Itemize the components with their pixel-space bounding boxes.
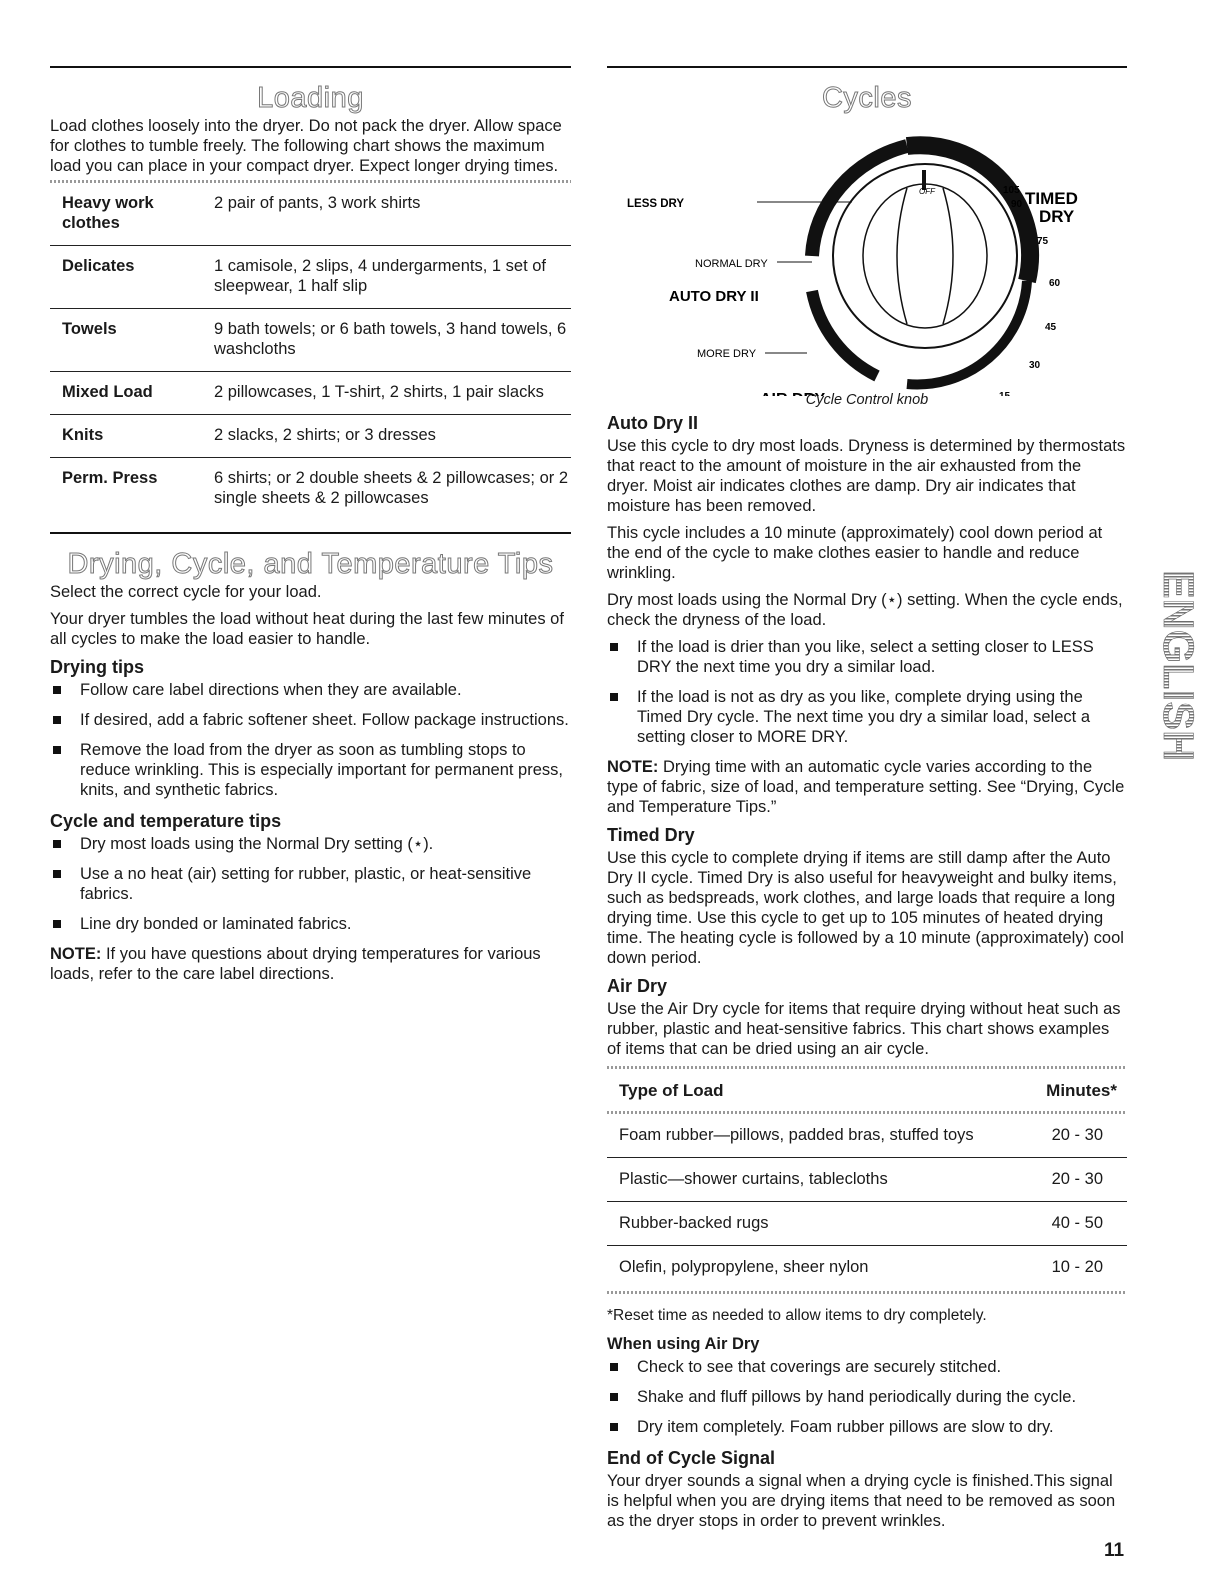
auto-dry-list (607, 637, 1127, 747)
tick-60: 60 (1049, 278, 1061, 289)
note-text: If you have questions about drying temperatures for various loads, refer to the care label directions. (50, 945, 541, 983)
tick-90: 90 (1011, 199, 1023, 210)
cycles-note (607, 757, 1127, 817)
list-item: Follow care label directions when they are available. (50, 680, 571, 700)
cycle-control-knob-diagram (607, 116, 1127, 396)
label-more-dry: MORE DRY (697, 348, 757, 360)
timed-dry-p: Use this cycle to complete drying if items are still damp after the Auto Dry II cycle. Timed Dry is also useful for heavyweight and bulky items, such as bedspreads, work clothes, and large loads that require a long drying time. Use this cycle to get up to 105 minutes of heated drying time. The heating cycle is followed by a 10 minute (approximately) cool down period. (607, 849, 1124, 967)
auto-dry-p3: Dry most loads using the Normal Dry (⋆) setting. When the cycle ends, check the dryness of the load. (607, 591, 1123, 629)
auto-dry-heading: Auto Dry II (607, 413, 699, 433)
language-side-tab (1152, 570, 1196, 870)
label-air-dry (760, 391, 826, 396)
tips-p1: Select the correct cycle for your load. (50, 583, 322, 601)
table-row (50, 246, 571, 309)
tick-45: 45 (1045, 322, 1057, 333)
table-row (50, 372, 571, 415)
row-label: Towels (50, 309, 202, 372)
list-item: Use a no heat (air) setting for rubber, plastic, or heat-sensitive fabrics. (50, 864, 571, 904)
tick-30: 30 (1029, 360, 1041, 371)
air-dry-table (607, 1069, 1127, 1291)
knob-caption: Cycle Control knob (805, 392, 929, 408)
row-value: 1 camisole, 2 slips, 4 undergarments, 1 set of sleepwear, 1 half slip (202, 246, 571, 309)
note-label: NOTE: (607, 758, 659, 776)
label-normal-dry: NORMAL DRY (695, 258, 768, 270)
loading-title: Loading (257, 82, 364, 114)
list-item: If the load is not as dry as you like, complete drying using the Timed Dry cycle. The next time you dry a similar load, select a setting closer to MORE DRY. (607, 687, 1127, 747)
list-item: If desired, add a fabric softener sheet. Follow package instructions. (50, 710, 571, 730)
row-value: 9 bath towels; or 6 bath towels, 3 hand towels, 6 washcloths (202, 309, 571, 372)
knob-svg (607, 116, 1127, 396)
air-footnote: *Reset time as needed to allow items to dry completely. (607, 1307, 987, 1324)
table-row (607, 1158, 1127, 1202)
load-table (50, 183, 571, 532)
table-row (607, 1246, 1127, 1292)
tick-105: 105 (1003, 185, 1020, 196)
loading-intro: Load clothes loosely into the dryer. Do not pack the dryer. Allow space for clothes to tumble freely. The following chart shows the maximum load you can place in your compact dryer. Expect longer drying times. (50, 117, 562, 175)
label-auto-dry: AUTO DRY II (669, 288, 759, 305)
side-tab-svg (1152, 570, 1196, 870)
tick-15 (999, 391, 1011, 396)
tips-note (50, 944, 571, 984)
end-signal-heading: End of Cycle Signal (607, 1448, 776, 1468)
col-minutes-header: Minutes* (1046, 1081, 1117, 1100)
row-label: Mixed Load (50, 372, 202, 415)
auto-dry-p2: This cycle includes a 10 minute (approximately) cool down period at the end of the cycle to make clothes easier to handle and reduce wrinkling. (607, 524, 1103, 582)
table-row (50, 458, 571, 533)
right-column (607, 66, 1127, 1538)
cell-type: Foam rubber—pillows, padded bras, stuffed toys (607, 1114, 1022, 1158)
note-text: Drying time with an automatic cycle varies according to the type of fabric, size of load, and temperature setting. See “Drying, Cycle and Temperature Tips.” (607, 758, 1125, 816)
label-timed: TIMED (1025, 189, 1078, 208)
air-dry-heading: Air Dry (607, 976, 668, 996)
cycle-tips-list (50, 834, 571, 934)
label-off: OFF (919, 187, 935, 196)
section-rule (50, 532, 571, 534)
row-value: 6 shirts; or 2 double sheets & 2 pillowcases; or 2 single sheets & 2 pillowcases (214, 469, 569, 507)
label-less-dry: LESS DRY (627, 198, 685, 210)
section-rule (50, 66, 571, 68)
list-item: If the load is drier than you like, select a setting closer to LESS DRY the next time you dry a similar load. (607, 637, 1127, 677)
table-row (50, 309, 571, 372)
cycle-tips-heading: Cycle and temperature tips (50, 811, 282, 831)
cell-minutes: 20 - 30 (1022, 1158, 1127, 1202)
table-header-row (607, 1069, 1127, 1111)
list-item: Shake and fluff pillows by hand periodically during the cycle. (607, 1387, 1127, 1407)
cell-minutes: 40 - 50 (1022, 1202, 1127, 1246)
air-dry-p: Use the Air Dry cycle for items that require drying without heat such as rubber, plastic and heat-sensitive fabrics. This chart shows examples of items that can be dried using an air cycle. (607, 1000, 1121, 1058)
list-item: Dry most loads using the Normal Dry setting (⋆). (50, 834, 571, 854)
dotted-rule (607, 1291, 1127, 1294)
table-row (50, 183, 571, 246)
auto-dry-p1: Use this cycle to dry most loads. Dryness is determined by thermostats that react to the amount of moisture in the air exhausted from the dryer. Moist air indicates clothes are damp. Dry air indicates that moisture has been removed. (607, 437, 1126, 515)
table-row (607, 1114, 1127, 1158)
when-air-dry-heading: When using Air Dry (607, 1335, 760, 1353)
row-label: Knits (50, 415, 202, 458)
cell-type: Rubber-backed rugs (607, 1202, 1022, 1246)
list-item: Check to see that coverings are securely stitched. (607, 1357, 1127, 1377)
when-air-dry-list (607, 1357, 1127, 1437)
row-value: 2 pair of pants, 3 work shirts (202, 183, 571, 246)
side-tab-text: ENGLISH (1154, 570, 1196, 762)
cell-minutes: 10 - 20 (1051, 1258, 1103, 1276)
row-label: Perm. Press (62, 469, 158, 487)
list-item: Line dry bonded or laminated fabrics. (50, 914, 571, 934)
table-row (607, 1202, 1127, 1246)
list-item: Dry item completely. Foam rubber pillows are slow to dry. (607, 1417, 1127, 1437)
note-label: NOTE: (50, 945, 102, 963)
left-column (50, 66, 571, 991)
tick-10 (843, 395, 855, 396)
list-item: Remove the load from the dryer as soon as tumbling stops to reduce wrinkling. This is especially important for permanent press, knits, and synthetic fabrics. (50, 740, 571, 800)
section-rule (607, 66, 1127, 68)
cell-type: Plastic—shower curtains, tablecloths (607, 1158, 1022, 1202)
cell-type: Olefin, polypropylene, sheer nylon (619, 1258, 869, 1276)
tips-p2: Your dryer tumbles the load without heat during the last few minutes of all cycles to make the load easier to handle. (50, 610, 564, 648)
tips-title: Drying, Cycle, and Temperature Tips (67, 548, 554, 580)
table-row (50, 415, 571, 458)
cycles-title: Cycles (821, 82, 912, 114)
end-signal-p: Your dryer sounds a signal when a drying cycle is finished.This signal is helpful when you are drying items that need to be removed as soon as the dryer stops in order to prevent wrinkles. (607, 1472, 1116, 1530)
page-number: 11 (1104, 1540, 1125, 1561)
drying-tips-heading: Drying tips (50, 657, 145, 677)
tick-75: 75 (1037, 236, 1049, 247)
drying-tips-list (50, 680, 571, 800)
timed-dry-heading: Timed Dry (607, 825, 695, 845)
row-label: Heavy work clothes (50, 183, 202, 246)
row-value: 2 slacks, 2 shirts; or 3 dresses (202, 415, 571, 458)
col-type-header: Type of Load (619, 1081, 724, 1100)
row-value: 2 pillowcases, 1 T-shirt, 2 shirts, 1 pair slacks (202, 372, 571, 415)
label-dry: DRY (1039, 207, 1075, 226)
row-label: Delicates (50, 246, 202, 309)
cell-minutes: 20 - 30 (1022, 1114, 1127, 1158)
